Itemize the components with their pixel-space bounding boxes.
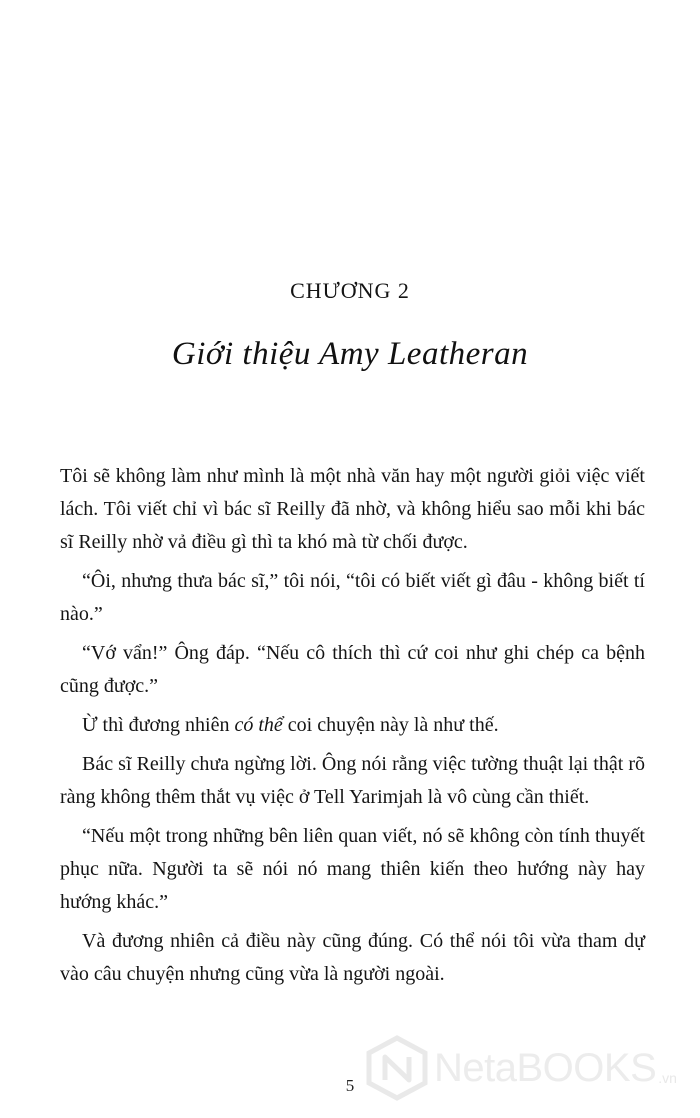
chapter-body — [60, 460, 645, 997]
emphasized-text: có thể — [234, 714, 283, 736]
paragraph: “Nếu một trong những bên liên quan viết, nó sẽ không còn tính thuyết phục nữa. Người ta sẽ nói nó mang thiên kiến theo hướng này hay hướng khác.” — [60, 825, 645, 913]
watermark — [364, 1026, 694, 1110]
paragraph-text: Ừ thì đương nhiên — [82, 714, 235, 736]
paragraph: Tôi sẽ không làm như mình là một nhà văn hay một người giỏi việc viết lách. Tôi viết chỉ vì bác sĩ Reilly đã nhờ, và không hiểu sao mỗi khi bác sĩ Reilly nhờ vả điều gì thì ta khó mà từ chối được. — [60, 465, 645, 553]
watermark-suffix: .vn — [658, 1070, 677, 1086]
paragraph — [60, 709, 645, 742]
paragraph: “Ôi, nhưng thưa bác sĩ,” tôi nói, “tôi có biết viết gì đâu - không biết tí nào.” — [60, 570, 645, 625]
paragraph-text: coi chuyện này là như thế. — [282, 714, 499, 736]
watermark-brand: NetaBOOKS — [434, 1045, 657, 1090]
chapter-title: Giới thiệu Amy Leatheran — [171, 336, 529, 372]
paragraph: “Vớ vẩn!” Ông đáp. “Nếu cô thích thì cứ coi như ghi chép ca bệnh cũng được.” — [60, 642, 645, 697]
netabooks-logo-icon — [364, 1035, 430, 1101]
page-number: 5 — [345, 1076, 355, 1095]
chapter-label: CHƯƠNG 2 — [290, 278, 410, 303]
paragraph: Và đương nhiên cả điều này cũng đúng. Có thể nói tôi vừa tham dự vào câu chuyện nhưng cũng vừa là người ngoài. — [60, 930, 645, 985]
paragraph: Bác sĩ Reilly chưa ngừng lời. Ông nói rằng việc tường thuật lại thật rõ ràng không thêm thắt vụ việc ở Tell Yarimjah là vô cùng cần thiết. — [60, 753, 645, 808]
